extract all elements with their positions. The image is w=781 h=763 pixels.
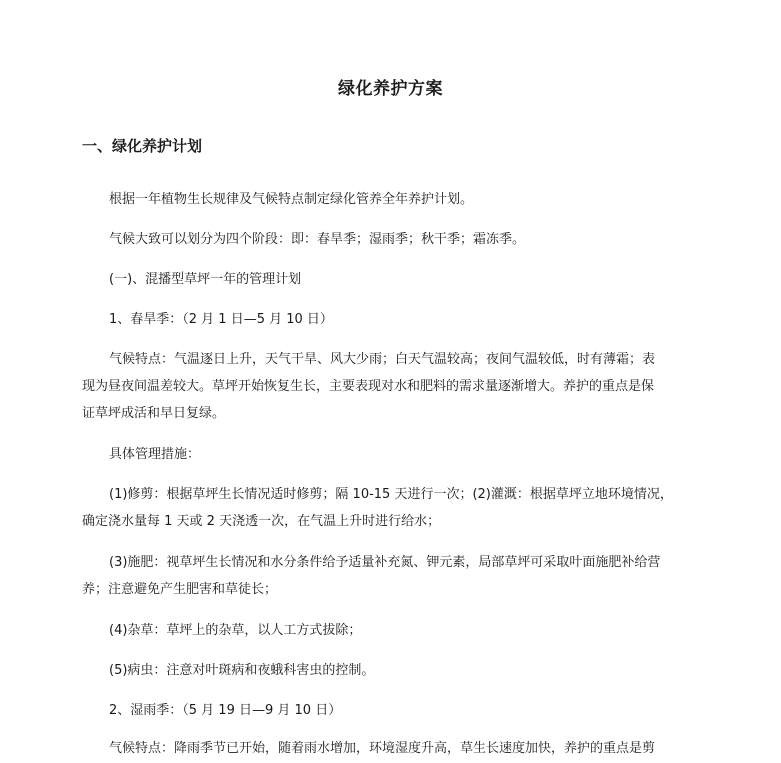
- subheading-lawn-plan: [82, 266, 694, 293]
- paragraph-line: 气候特点：降雨季节已开始，随着雨水增加，环境湿度升高，草生长速度加快，养护的重点是剪: [109, 741, 656, 756]
- paragraph-spring-climate: [82, 346, 694, 427]
- paragraph-line: 1、春旱季：（2 月 1 日—5 月 10 日）: [109, 312, 333, 327]
- paragraph-line: 确定浇水量每 1 天或 2 天浇透一次，在气温上升时进行给水；: [82, 514, 441, 529]
- subheading-spring-dry-season: [82, 306, 694, 333]
- paragraph-line: (5)病虫：注意对叶斑病和夜蛾科害虫的控制。: [109, 663, 375, 678]
- paragraph-line: (4)杂草：草坪上的杂草，以人工方式拔除；: [109, 623, 362, 638]
- paragraph-line: 具体管理措施：: [109, 447, 201, 462]
- paragraph-line: 气候大致可以划分为四个阶段：即：春旱季；湿雨季；秋干季；霜冻季。: [109, 232, 526, 247]
- paragraph-wet-season-climate: [82, 735, 694, 762]
- paragraph-line: 气候特点：气温逐日上升，天气干旱、风大少雨；白天气温较高；夜间气温较低，时有薄霜；表: [109, 352, 656, 367]
- paragraph-line: 养；注意避免产生肥害和草徒长；: [82, 582, 278, 597]
- paragraph-mowing-irrigation: [82, 481, 694, 535]
- paragraph-weeds: [82, 617, 694, 644]
- section-heading: 一、绿化养护计划: [82, 137, 203, 155]
- subheading-management-measures: [82, 441, 694, 468]
- paragraph-fertilizing: [82, 549, 694, 603]
- document-title: 绿化养护方案: [338, 79, 443, 99]
- paragraph-pests: [82, 657, 694, 684]
- paragraph-line: 2、湿雨季：（5 月 19 日—9 月 10 日）: [109, 703, 342, 718]
- paragraph-line: (3)施肥：视草坪生长情况和水分条件给予适量补充氮、钾元素，局部草坪可采取叶面施肥补给营: [109, 555, 661, 570]
- subheading-wet-rain-season: [82, 697, 694, 724]
- paragraph-line: 证草坪成活和早日复绿。: [82, 406, 226, 421]
- paragraph-line: (一)、混播型草坪一年的管理计划: [109, 272, 302, 287]
- paragraph-line: (1)修剪：根据草坪生长情况适时修剪；隔 10-15 天进行一次；(2)灌溉：根据草坪立地环境情况，: [109, 487, 673, 502]
- paragraph-line: 根据一年植物生长规律及气候特点制定绿化管养全年养护计划。: [109, 192, 474, 207]
- paragraph-climate-stages: [82, 226, 694, 253]
- paragraph-plan-intro: [82, 186, 694, 213]
- paragraph-line: 现为昼夜间温差较大。草坪开始恢复生长，主要表现对水和肥料的需求量逐渐增大。养护的重点是保: [82, 379, 655, 394]
